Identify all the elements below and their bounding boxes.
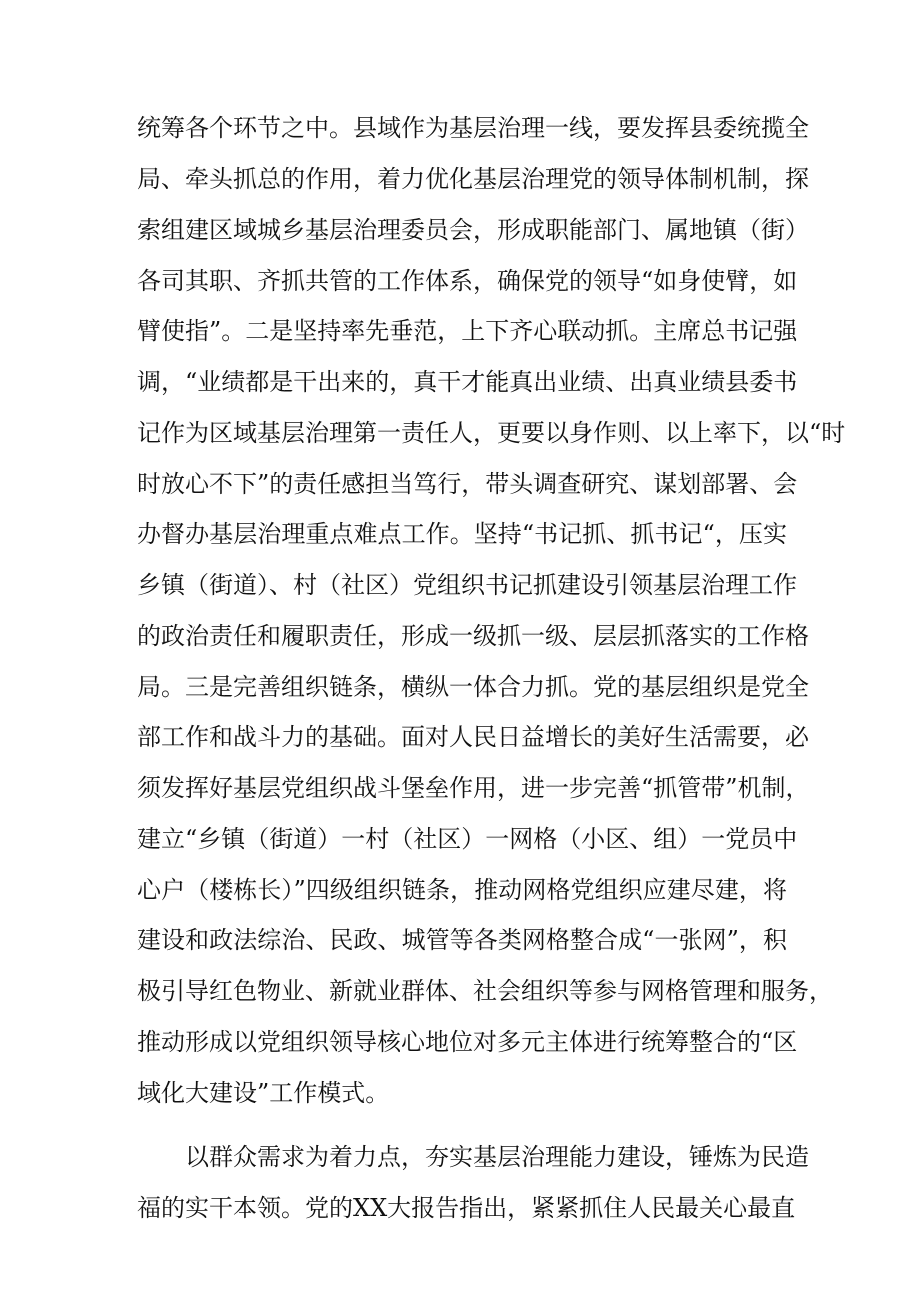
text-line: 局、牵头抓总的作用，着力优化基层治理党的领导体制机制，探 (137, 165, 809, 193)
text-line: 极引导红色物业、新就业群体、社会组织等参与网格管理和服务， (137, 977, 833, 1005)
text-line: 的政治责任和履职责任，形成一级抓一级、层层抓落实的工作格 (137, 622, 809, 650)
text-line: 以群众需求为着力点，夯实基层治理能力建设，锤炼为民造 (185, 1143, 809, 1171)
text-line: 各司其职、齐抓共管的工作体系，确保党的领导“如身使臂，如 (137, 267, 798, 295)
text-line: 福的实干本领。党的XX大报告指出，紧紧抓住人民最关心最直 (137, 1194, 796, 1222)
text-line: 调，“业绩都是干出来的，真干才能真出业绩、出真业绩县委书 (137, 368, 798, 396)
text-line: 记作为区域基层治理第一责任人，更要以身作则、以上率下，以“时 (137, 419, 846, 447)
text-line: 须发挥好基层党组织战斗堡垒作用，进一步完善“抓管带”机制， (137, 774, 810, 802)
text-line: 时放心不下”的责任感担当笃行，带头调查研究、谋划部署、会 (137, 470, 798, 498)
text-line: 局。三是完善组织链条，横纵一体合力抓。党的基层组织是党全 (137, 673, 809, 701)
text-line: 部工作和战斗力的基础。面对人民日益增长的美好生活需要，必 (137, 723, 809, 751)
text-line: 推动形成以党组织领导核心地位对多元主体进行统筹整合的“区 (137, 1028, 798, 1056)
text-line: 乡镇（街道）、村（社区）党组织书记抓建设引领基层治理工作 (137, 571, 797, 599)
text-line: 索组建区域城乡基层治理委员会，形成职能部门、属地镇（街） (137, 216, 809, 244)
text-line: 统筹各个环节之中。县域作为基层治理一线，要发挥县委统揽全 (137, 114, 809, 142)
text-line: 办督办基层治理重点难点工作。坚持“书记抓、抓书记“，压实 (137, 520, 787, 548)
text-line: 域化大建设”工作模式。 (137, 1079, 390, 1107)
text-line: 臂使指”。二是坚持率先垂范，上下齐心联动抓。主席总书记强 (137, 317, 798, 345)
text-line: 建设和政法综治、民政、城管等各类网格整合成“一张网”，积 (137, 926, 787, 954)
text-line: 心户（楼栋长）”四级组织链条，推动网格党组织应建尽建，将 (137, 876, 787, 904)
text-line: 建立“乡镇（街道）一村（社区）一网格（小区、组）一党员中 (137, 825, 798, 853)
